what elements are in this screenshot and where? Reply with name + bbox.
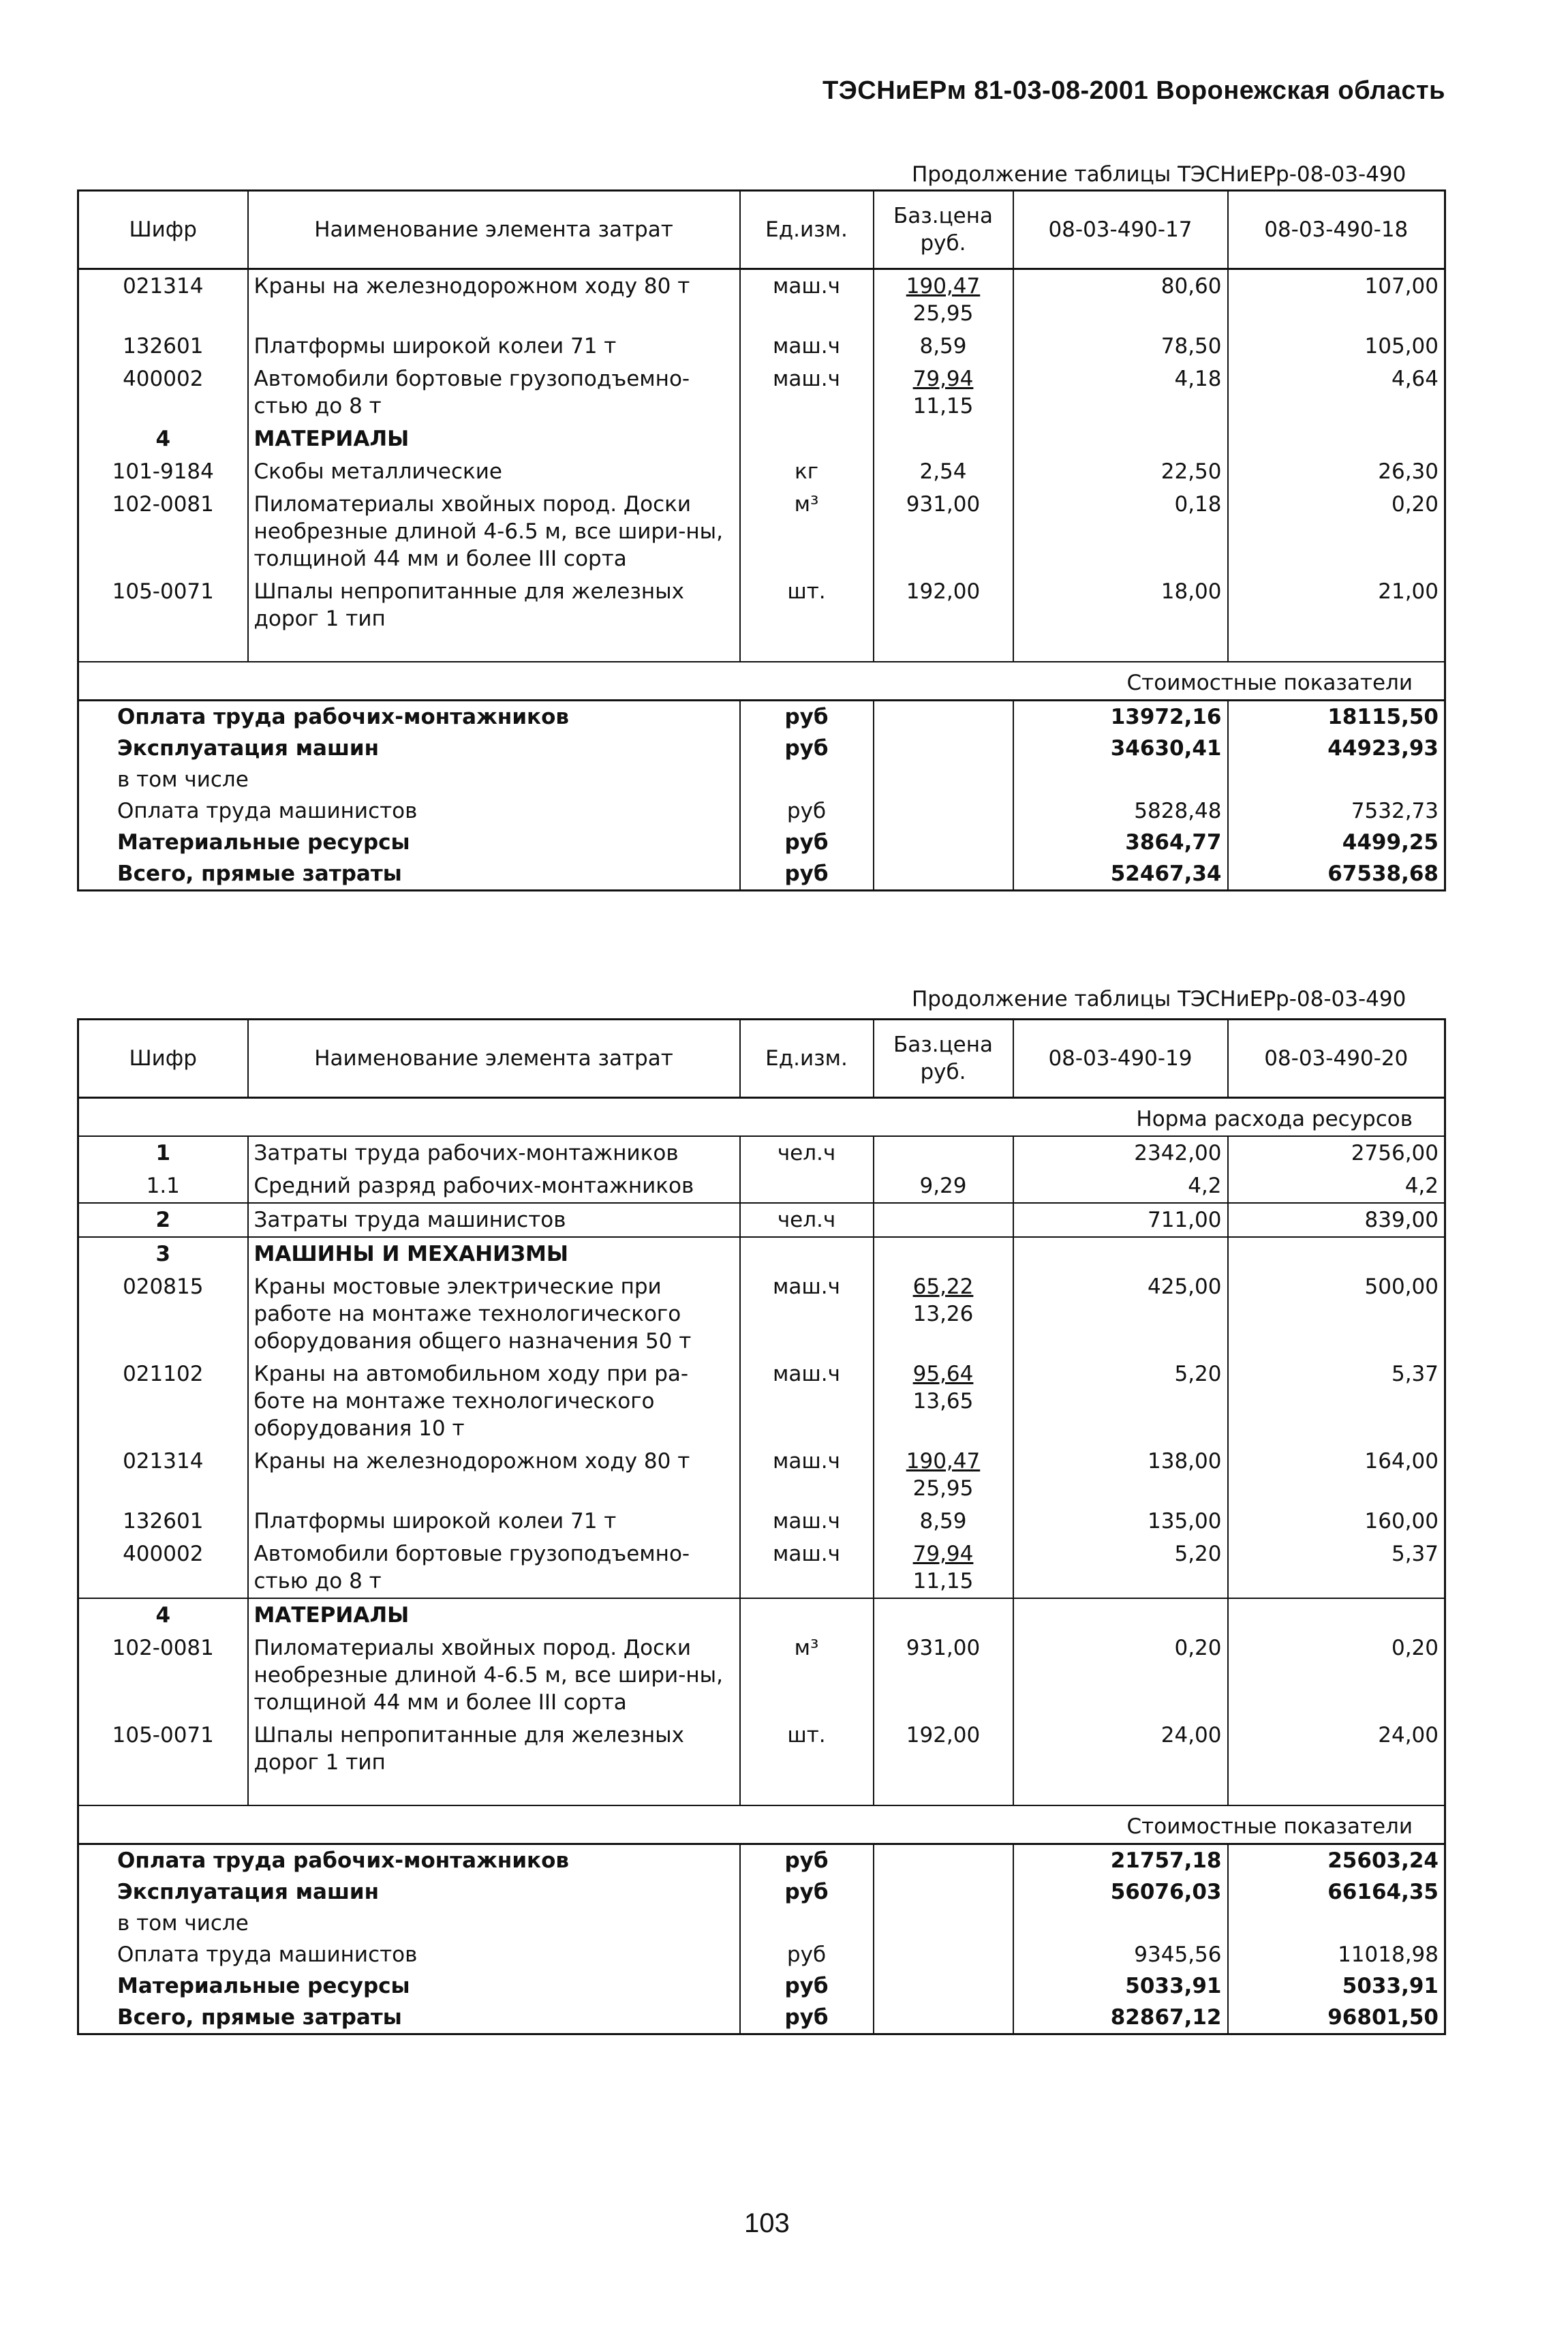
row-value-1: 138,00	[1013, 1445, 1228, 1505]
row-price	[874, 1719, 1013, 1779]
column-header: 08-03-490-18	[1228, 191, 1445, 269]
price-value: 79,94	[912, 1542, 974, 1566]
column-header: Ед.изм.	[740, 191, 874, 269]
row-unit: шт.	[740, 1719, 874, 1779]
row-unit: маш.ч	[740, 1445, 874, 1505]
empty-cell	[740, 1779, 874, 1805]
row-unit: маш.ч	[740, 1538, 874, 1598]
row-value-1: 5,20	[1013, 1358, 1228, 1445]
price-value: 65,22	[912, 1275, 974, 1299]
empty-cell	[248, 1779, 740, 1805]
price-machinist-wage: 25,95	[912, 301, 974, 326]
table-row	[78, 269, 1445, 331]
summary-label-cell	[78, 764, 740, 795]
column-header: Шифр	[78, 191, 248, 269]
summary-label: Оплата труда рабочих-монтажников	[117, 1848, 569, 1873]
summary-row	[78, 701, 1445, 733]
section-row	[78, 423, 1445, 455]
price-value: 8,59	[919, 334, 967, 358]
summary-unit: руб	[740, 858, 874, 891]
summary-value-2: 96801,50	[1228, 2002, 1445, 2034]
row-code: 4	[78, 1598, 248, 1632]
empty-cell	[874, 764, 1013, 795]
row-value-1: 22,50	[1013, 455, 1228, 488]
summary-row	[78, 1876, 1445, 1908]
row-value-1: 80,60	[1013, 269, 1228, 331]
empty-cell	[874, 795, 1013, 827]
row-price	[874, 1358, 1013, 1445]
row-price	[874, 269, 1013, 331]
row-name: МАТЕРИАЛЫ	[248, 1598, 740, 1632]
column-header: 08-03-490-19	[1013, 1020, 1228, 1098]
summary-label-cell	[78, 1844, 740, 1877]
summary-value-1: 52467,34	[1013, 858, 1228, 891]
row-name: Пиломатериалы хвойных пород. Доски необрезные длиной 4-6.5 м, все шири-ны, толщиной 44 мм и более III сорта	[248, 1632, 740, 1719]
empty-cell	[874, 858, 1013, 891]
row-unit: м³	[740, 488, 874, 575]
table2-continuation-caption: Продолжение таблицы ТЭСНиЕРр-08-03-490	[912, 987, 1406, 1011]
empty-cell	[740, 1237, 874, 1270]
empty-cell	[1228, 635, 1445, 662]
empty-cell	[874, 1844, 1013, 1877]
price-value: 9,29	[919, 1174, 967, 1198]
page-number: 103	[744, 2208, 790, 2238]
row-value-1: 5,20	[1013, 1538, 1228, 1598]
summary-unit: руб	[740, 2002, 874, 2034]
empty-cell	[874, 1779, 1013, 1805]
table-row	[78, 330, 1445, 363]
summary-value-2: 66164,35	[1228, 1876, 1445, 1908]
row-code: 2	[78, 1203, 248, 1237]
empty-cell	[1228, 1598, 1445, 1632]
table-row	[78, 1170, 1445, 1203]
row-name: Автомобили бортовые грузоподъемно-стью до 8 т	[248, 363, 740, 423]
summary-row	[78, 1970, 1445, 2002]
column-header: Наименование элемента затрат	[248, 191, 740, 269]
summary-value-1: 13972,16	[1013, 701, 1228, 733]
row-name: Затраты труда рабочих-монтажников	[248, 1136, 740, 1170]
table2	[77, 1018, 1446, 2035]
column-header: Баз.цена руб.	[874, 1020, 1013, 1098]
table-row	[78, 575, 1445, 635]
empty-cell	[740, 635, 874, 662]
row-name: Средний разряд рабочих-монтажников	[248, 1170, 740, 1203]
row-code: 102-0081	[78, 488, 248, 575]
summary-label-cell	[78, 1876, 740, 1908]
summary-row	[78, 1844, 1445, 1877]
table-row	[78, 1505, 1445, 1538]
row-name: Платформы широкой колеи 71 т	[248, 330, 740, 363]
summary-row	[78, 1939, 1445, 1970]
row-name: Краны мостовые электрические при работе на монтаже технологического оборудования общего назначения 50 т	[248, 1270, 740, 1358]
summary-label-cell	[78, 795, 740, 827]
price-machinist-wage: 11,15	[912, 394, 974, 418]
summary-unit: руб	[740, 733, 874, 764]
empty-cell	[78, 1779, 248, 1805]
summary-label: Оплата труда машинистов	[117, 799, 418, 823]
table-row	[78, 1445, 1445, 1505]
summary-row	[78, 2002, 1445, 2034]
row-value-1: 135,00	[1013, 1505, 1228, 1538]
header-row	[78, 191, 1445, 269]
price-value: 192,00	[906, 1723, 981, 1748]
row-code: 105-0071	[78, 1719, 248, 1779]
column-header: 08-03-490-17	[1013, 191, 1228, 269]
empty-cell	[874, 1237, 1013, 1270]
empty-cell	[874, 827, 1013, 858]
row-value-1: 425,00	[1013, 1270, 1228, 1358]
row-unit: маш.ч	[740, 330, 874, 363]
summary-value-1: 34630,41	[1013, 733, 1228, 764]
row-name: Скобы металлические	[248, 455, 740, 488]
row-unit: маш.ч	[740, 363, 874, 423]
row-name: Платформы широкой колеи 71 т	[248, 1505, 740, 1538]
summary-value-2: 67538,68	[1228, 858, 1445, 891]
empty-cell	[874, 733, 1013, 764]
table-row	[78, 1358, 1445, 1445]
row-unit: маш.ч	[740, 1505, 874, 1538]
summary-value-1: 21757,18	[1013, 1844, 1228, 1877]
row-name: Затраты труда машинистов	[248, 1203, 740, 1237]
summary-label: Оплата труда машинистов	[117, 1942, 418, 1967]
row-value-1: 18,00	[1013, 575, 1228, 635]
row-name: Краны на железнодорожном ходу 80 т	[248, 1445, 740, 1505]
row-value-2: 500,00	[1228, 1270, 1445, 1358]
price-value: 8,59	[919, 1509, 967, 1533]
row-price	[874, 1270, 1013, 1358]
row-code: 021314	[78, 269, 248, 331]
summary-label: Оплата труда рабочих-монтажников	[117, 705, 569, 729]
row-value-2: 4,64	[1228, 363, 1445, 423]
row-price	[874, 1203, 1013, 1237]
row-value-2: 0,20	[1228, 488, 1445, 575]
empty-cell	[874, 2002, 1013, 2034]
summary-label-cell	[78, 827, 740, 858]
summary-row	[78, 764, 1445, 795]
row-value-1: 4,2	[1013, 1170, 1228, 1203]
summary-row	[78, 733, 1445, 764]
row-name: Автомобили бортовые грузоподъемно-стью до 8 т	[248, 1538, 740, 1598]
summary-value-2	[1228, 1908, 1445, 1939]
summary-value-1: 5828,48	[1013, 795, 1228, 827]
column-header: Баз.цена руб.	[874, 191, 1013, 269]
document-title: ТЭСНиЕРм 81-03-08-2001 Воронежская область	[823, 76, 1445, 105]
empty-cell	[78, 635, 248, 662]
row-name: Краны на железнодорожном ходу 80 т	[248, 269, 740, 331]
row-code: 3	[78, 1237, 248, 1270]
summary-unit: руб	[740, 1939, 874, 1970]
summary-value-2: 25603,24	[1228, 1844, 1445, 1877]
table-row	[78, 1719, 1445, 1779]
row-unit: маш.ч	[740, 1358, 874, 1445]
row-value-2: 839,00	[1228, 1203, 1445, 1237]
row-price	[874, 1632, 1013, 1719]
summary-label-cell	[78, 2002, 740, 2034]
price-machinist-wage: 11,15	[912, 1569, 974, 1593]
row-value-1: 0,20	[1013, 1632, 1228, 1719]
table-row	[78, 488, 1445, 575]
summary-value-1: 82867,12	[1013, 2002, 1228, 2034]
row-value-2: 26,30	[1228, 455, 1445, 488]
row-price	[874, 363, 1013, 423]
row-price	[874, 1445, 1013, 1505]
price-value: 192,00	[906, 579, 981, 604]
summary-label: в том числе	[117, 1911, 249, 1936]
price-machinist-wage: 25,95	[912, 1476, 974, 1501]
price-value: 190,47	[906, 274, 981, 299]
summary-unit: руб	[740, 1970, 874, 2002]
row-code: 132601	[78, 330, 248, 363]
row-price	[874, 330, 1013, 363]
summary-label: в том числе	[117, 767, 249, 792]
summary-unit	[740, 1908, 874, 1939]
empty-cell	[874, 1876, 1013, 1908]
row-code: 132601	[78, 1505, 248, 1538]
norm-caption: Норма расхода ресурсов	[78, 1098, 1445, 1137]
section-row	[78, 1598, 1445, 1632]
row-value-2: 24,00	[1228, 1719, 1445, 1779]
summary-row	[78, 795, 1445, 827]
empty-cell	[874, 423, 1013, 455]
table-row	[78, 1538, 1445, 1598]
empty-cell	[874, 1598, 1013, 1632]
price-value: 931,00	[906, 492, 981, 517]
header-row	[78, 1020, 1445, 1098]
empty-cell	[1228, 423, 1445, 455]
row-value-2: 105,00	[1228, 330, 1445, 363]
spacer-row	[78, 635, 1445, 662]
summary-value-1: 5033,91	[1013, 1970, 1228, 2002]
spacer-row	[78, 1779, 1445, 1805]
row-value-2: 5,37	[1228, 1358, 1445, 1445]
price-value: 931,00	[906, 1636, 981, 1660]
table1-continuation-caption: Продолжение таблицы ТЭСНиЕРр-08-03-490	[912, 162, 1406, 187]
row-code: 400002	[78, 1538, 248, 1598]
row-value-1: 711,00	[1013, 1203, 1228, 1237]
summary-value-1	[1013, 1908, 1228, 1939]
row-code: 020815	[78, 1270, 248, 1358]
summary-row	[78, 827, 1445, 858]
row-value-2: 160,00	[1228, 1505, 1445, 1538]
norm-caption-row	[78, 1098, 1445, 1137]
row-value-2: 21,00	[1228, 575, 1445, 635]
price-value: 79,94	[912, 367, 974, 391]
summary-value-2: 5033,91	[1228, 1970, 1445, 2002]
row-name: Краны на автомобильном ходу при ра-боте на монтаже технологического оборудования 10 т	[248, 1358, 740, 1445]
price-value: 95,64	[912, 1362, 974, 1386]
empty-cell	[248, 635, 740, 662]
summary-label-cell	[78, 1908, 740, 1939]
price-machinist-wage: 13,26	[912, 1302, 974, 1326]
row-name: Шпалы непропитанные для железных дорог 1 тип	[248, 1719, 740, 1779]
row-name: МАШИНЫ И МЕХАНИЗМЫ	[248, 1237, 740, 1270]
row-value-1: 4,18	[1013, 363, 1228, 423]
row-value-1: 2342,00	[1013, 1136, 1228, 1170]
row-value-1: 78,50	[1013, 330, 1228, 363]
summary-value-1: 3864,77	[1013, 827, 1228, 858]
summary-unit: руб	[740, 795, 874, 827]
row-price	[874, 1136, 1013, 1170]
summary-label-cell	[78, 733, 740, 764]
summary-row	[78, 1908, 1445, 1939]
cost-caption-row	[78, 662, 1445, 701]
empty-cell	[740, 423, 874, 455]
summary-value-2: 4499,25	[1228, 827, 1445, 858]
row-price	[874, 575, 1013, 635]
summary-label-cell	[78, 1970, 740, 2002]
summary-unit	[740, 764, 874, 795]
summary-label: Эксплуатация машин	[117, 1880, 380, 1904]
row-unit: маш.ч	[740, 1270, 874, 1358]
row-code: 021314	[78, 1445, 248, 1505]
price-machinist-wage: 13,65	[912, 1389, 974, 1414]
column-header: Наименование элемента затрат	[248, 1020, 740, 1098]
summary-label: Материальные ресурсы	[117, 830, 410, 855]
column-header: Ед.изм.	[740, 1020, 874, 1098]
empty-cell	[874, 1939, 1013, 1970]
row-value-2: 5,37	[1228, 1538, 1445, 1598]
row-value-1: 24,00	[1013, 1719, 1228, 1779]
empty-cell	[1013, 1598, 1228, 1632]
price-value: 190,47	[906, 1449, 981, 1474]
row-value-2: 4,2	[1228, 1170, 1445, 1203]
row-value-1: 0,18	[1013, 488, 1228, 575]
row-code: 1	[78, 1136, 248, 1170]
cost-caption: Стоимостные показатели	[78, 662, 1445, 701]
row-unit	[740, 1170, 874, 1203]
empty-cell	[874, 701, 1013, 733]
empty-cell	[1013, 423, 1228, 455]
row-name: Шпалы непропитанные для железных дорог 1 тип	[248, 575, 740, 635]
row-code: 101-9184	[78, 455, 248, 488]
summary-label-cell	[78, 1939, 740, 1970]
empty-cell	[1013, 1237, 1228, 1270]
empty-cell	[874, 635, 1013, 662]
row-code: 021102	[78, 1358, 248, 1445]
row-code: 102-0081	[78, 1632, 248, 1719]
table1	[77, 189, 1446, 891]
summary-value-2: 18115,50	[1228, 701, 1445, 733]
row-value-2: 0,20	[1228, 1632, 1445, 1719]
row-unit: кг	[740, 455, 874, 488]
summary-value-1	[1013, 764, 1228, 795]
summary-unit: руб	[740, 701, 874, 733]
empty-cell	[740, 1598, 874, 1632]
summary-label: Эксплуатация машин	[117, 736, 380, 761]
summary-unit: руб	[740, 827, 874, 858]
summary-value-2: 7532,73	[1228, 795, 1445, 827]
row-code: 4	[78, 423, 248, 455]
empty-cell	[874, 1908, 1013, 1939]
column-header: 08-03-490-20	[1228, 1020, 1445, 1098]
table-row	[78, 363, 1445, 423]
table-row	[78, 1203, 1445, 1237]
cost-caption: Стоимостные показатели	[78, 1805, 1445, 1844]
table-row	[78, 455, 1445, 488]
row-value-2: 164,00	[1228, 1445, 1445, 1505]
row-price	[874, 1170, 1013, 1203]
summary-value-1: 9345,56	[1013, 1939, 1228, 1970]
empty-cell	[1228, 1237, 1445, 1270]
price-value: 2,54	[919, 459, 967, 484]
row-value-2: 2756,00	[1228, 1136, 1445, 1170]
row-price	[874, 1505, 1013, 1538]
summary-value-2: 44923,93	[1228, 733, 1445, 764]
table-row	[78, 1632, 1445, 1719]
cost-caption-row	[78, 1805, 1445, 1844]
summary-value-2: 11018,98	[1228, 1939, 1445, 1970]
row-unit: чел.ч	[740, 1203, 874, 1237]
summary-unit: руб	[740, 1876, 874, 1908]
summary-label: Всего, прямые затраты	[117, 861, 402, 886]
row-price	[874, 1538, 1013, 1598]
row-unit: маш.ч	[740, 269, 874, 331]
row-unit: чел.ч	[740, 1136, 874, 1170]
column-header: Шифр	[78, 1020, 248, 1098]
row-unit: шт.	[740, 575, 874, 635]
summary-value-2	[1228, 764, 1445, 795]
empty-cell	[1013, 635, 1228, 662]
row-name: Пиломатериалы хвойных пород. Доски необрезные длиной 4-6.5 м, все шири-ны, толщиной 44 мм и более III сорта	[248, 488, 740, 575]
summary-value-1: 56076,03	[1013, 1876, 1228, 1908]
section-row	[78, 1237, 1445, 1270]
row-value-2: 107,00	[1228, 269, 1445, 331]
row-price	[874, 488, 1013, 575]
summary-label-cell	[78, 858, 740, 891]
empty-cell	[874, 1970, 1013, 2002]
summary-label: Материальные ресурсы	[117, 1974, 410, 1998]
row-price	[874, 455, 1013, 488]
empty-cell	[1228, 1779, 1445, 1805]
summary-unit: руб	[740, 1844, 874, 1877]
row-code: 105-0071	[78, 575, 248, 635]
summary-label-cell	[78, 701, 740, 733]
table-row	[78, 1136, 1445, 1170]
row-name: МАТЕРИАЛЫ	[248, 423, 740, 455]
empty-cell	[1013, 1779, 1228, 1805]
row-code: 400002	[78, 363, 248, 423]
table-row	[78, 1270, 1445, 1358]
summary-row	[78, 858, 1445, 891]
summary-label: Всего, прямые затраты	[117, 2005, 402, 2030]
row-unit: м³	[740, 1632, 874, 1719]
row-code: 1.1	[78, 1170, 248, 1203]
